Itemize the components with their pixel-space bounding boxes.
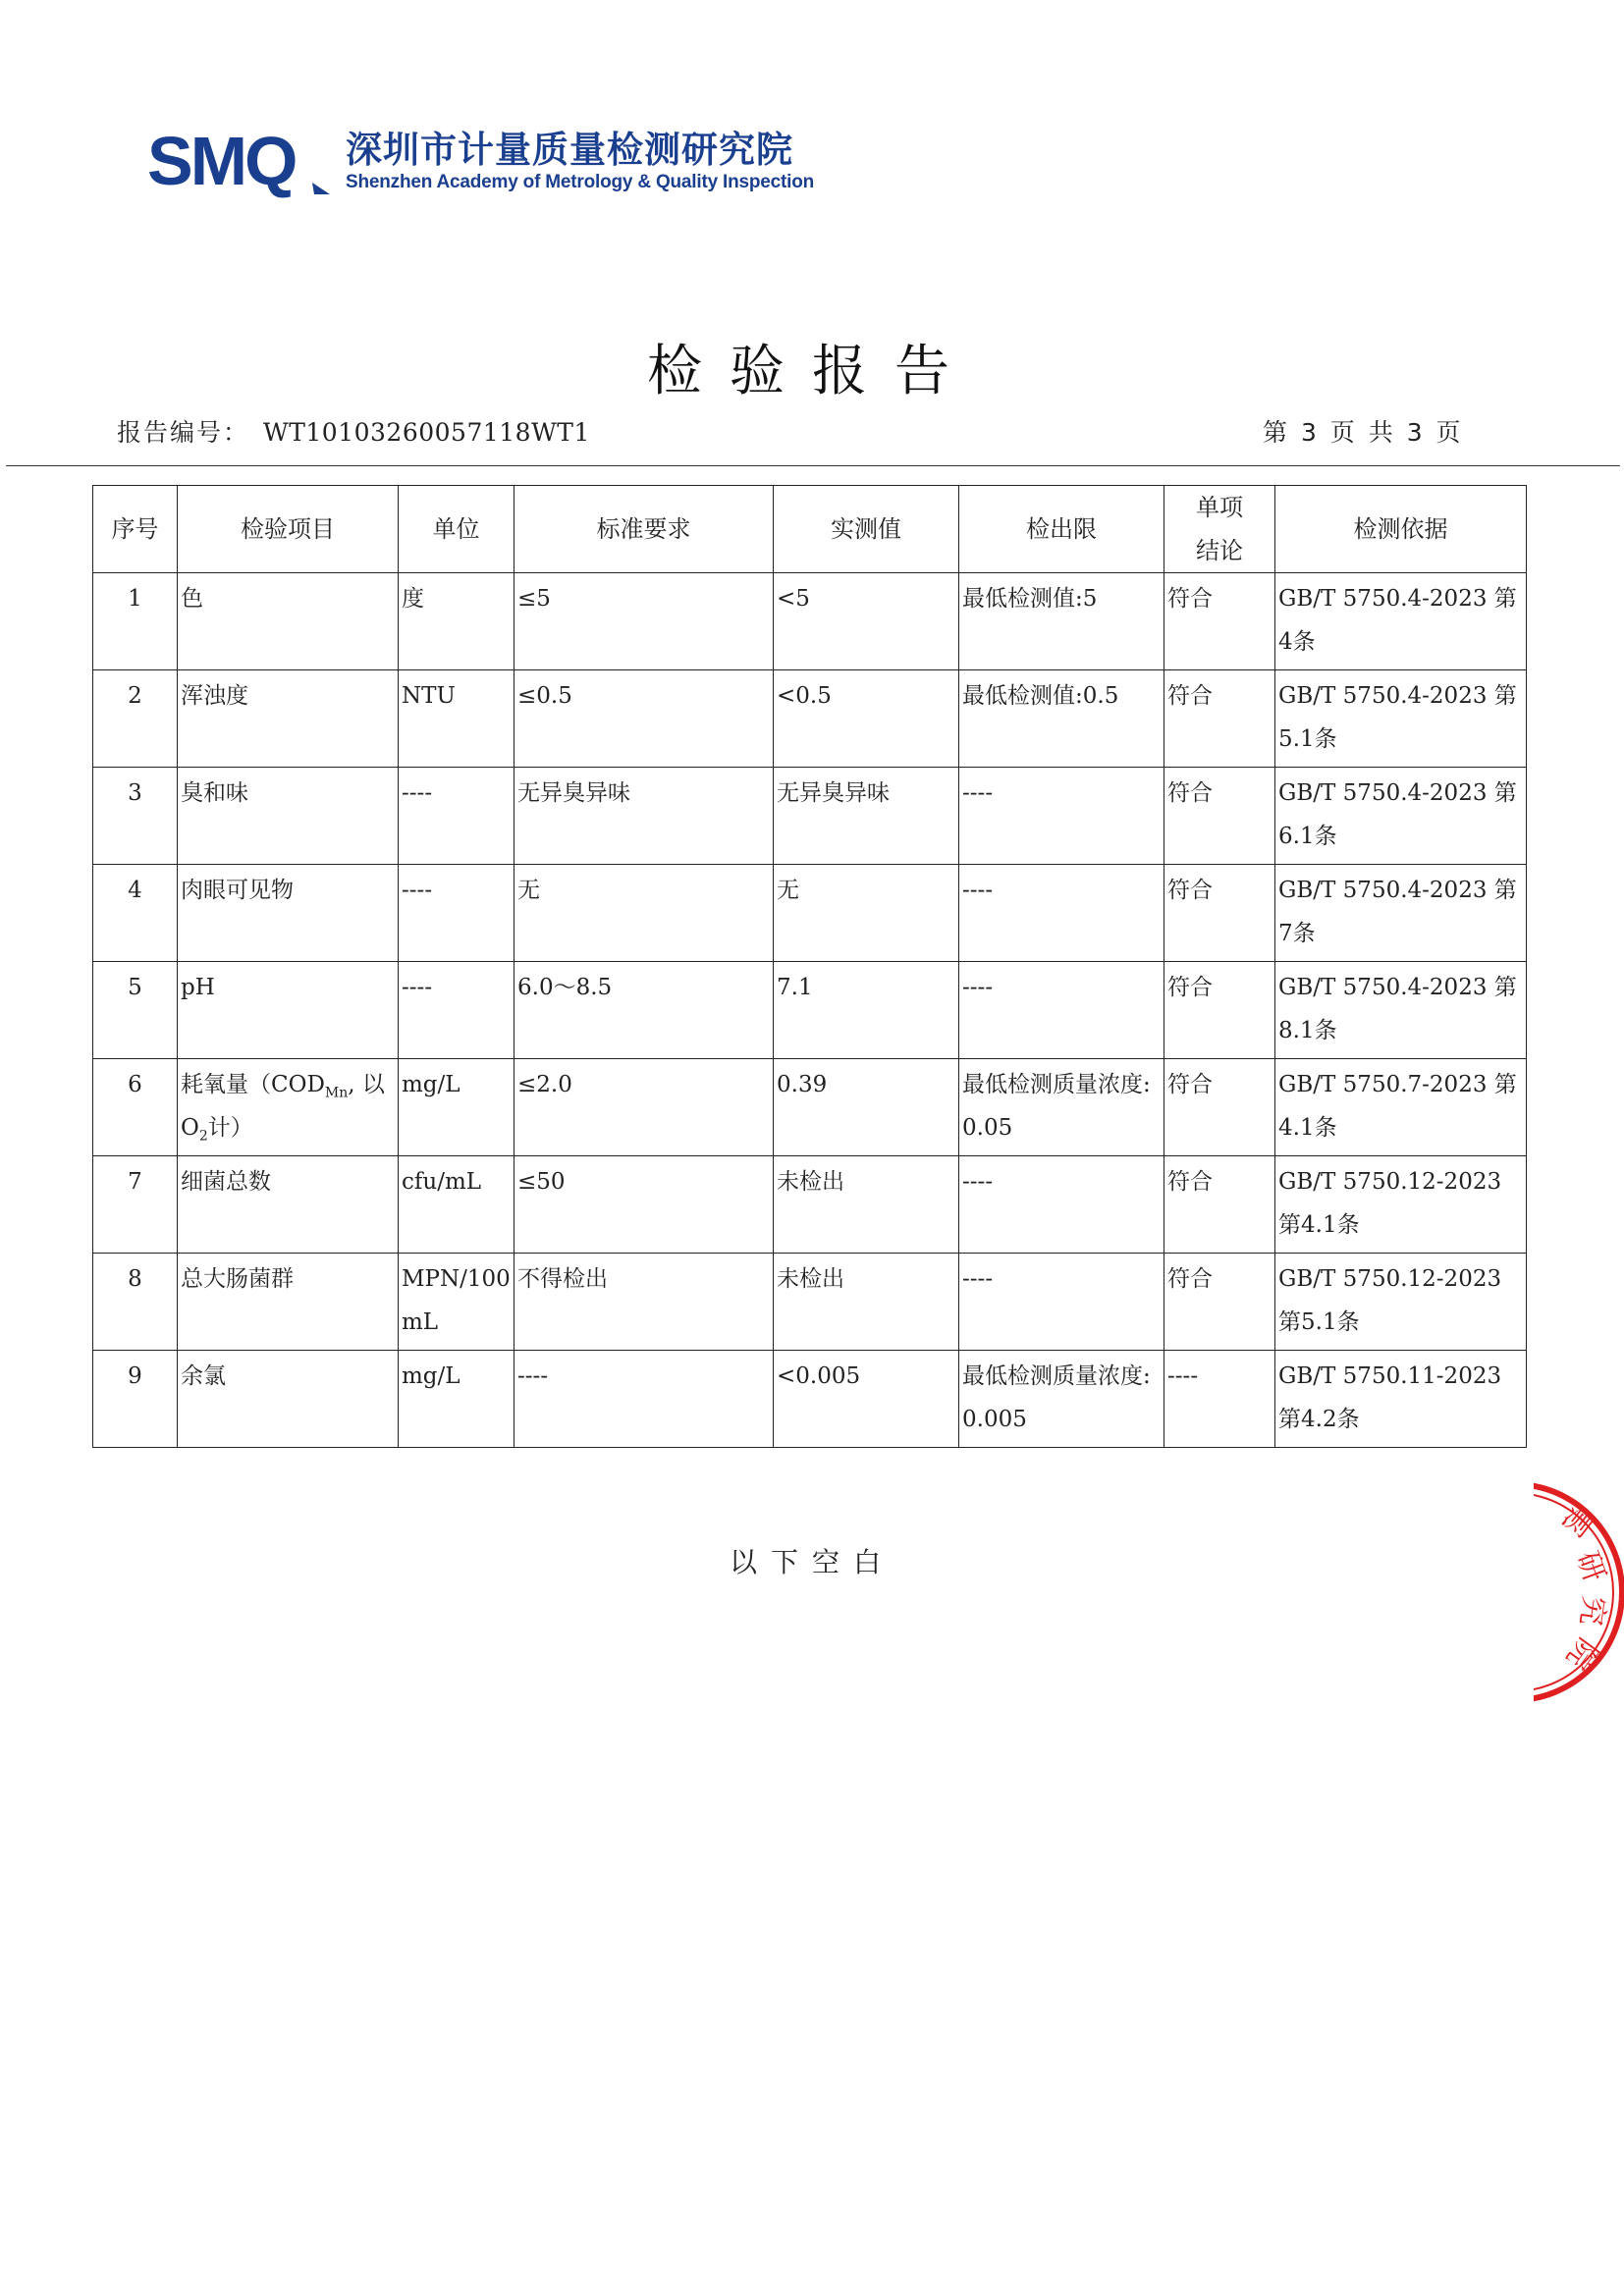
cell-no: 4 bbox=[93, 865, 178, 962]
cell-limit: ---- bbox=[959, 962, 1164, 1059]
table-header-row bbox=[93, 486, 1527, 573]
cell-conclusion: 符合 bbox=[1164, 1059, 1275, 1156]
table-row bbox=[93, 865, 1527, 962]
cell-conclusion: 符合 bbox=[1164, 962, 1275, 1059]
cell-item-prefix: 耗氧量（COD bbox=[181, 1072, 325, 1097]
cell-item: 细菌总数 bbox=[178, 1156, 399, 1254]
header-measured: 实测值 bbox=[774, 486, 959, 573]
cell-requirement: ≤50 bbox=[514, 1156, 774, 1254]
cell-item: 色 bbox=[178, 573, 399, 670]
header-limit: 检出限 bbox=[959, 486, 1164, 573]
cell-limit: 最低检测质量浓度:0.005 bbox=[959, 1351, 1164, 1448]
cell-basis: GB/T 5750.12-2023 第4.1条 bbox=[1275, 1156, 1527, 1254]
cell-basis: GB/T 5750.4-2023 第7条 bbox=[1275, 865, 1527, 962]
cell-basis: GB/T 5750.7-2023 第4.1条 bbox=[1275, 1059, 1527, 1156]
cell-basis: GB/T 5750.4-2023 第6.1条 bbox=[1275, 768, 1527, 865]
header-conclusion: 单项结论 bbox=[1164, 486, 1275, 573]
cell-item bbox=[178, 1059, 399, 1156]
cell-unit: mg/L bbox=[399, 1351, 514, 1448]
cell-no: 3 bbox=[93, 768, 178, 865]
cell-unit: 度 bbox=[399, 573, 514, 670]
table-row bbox=[93, 768, 1527, 865]
cell-measured: <5 bbox=[774, 573, 959, 670]
cell-conclusion: 符合 bbox=[1164, 1254, 1275, 1351]
cell-item: 浑浊度 bbox=[178, 670, 399, 768]
cell-requirement: ≤0.5 bbox=[514, 670, 774, 768]
table-row bbox=[93, 1059, 1527, 1156]
table-row bbox=[93, 573, 1527, 670]
cell-requirement: 无异臭异味 bbox=[514, 768, 774, 865]
cell-measured: 无异臭异味 bbox=[774, 768, 959, 865]
cell-basis: GB/T 5750.12-2023 第5.1条 bbox=[1275, 1254, 1527, 1351]
cell-conclusion: 符合 bbox=[1164, 670, 1275, 768]
cell-requirement: ≤2.0 bbox=[514, 1059, 774, 1156]
cell-item-suffix: 计） bbox=[207, 1115, 253, 1141]
header-unit: 单位 bbox=[399, 486, 514, 573]
header-no: 序号 bbox=[93, 486, 178, 573]
header-basis: 检测依据 bbox=[1275, 486, 1527, 573]
cell-no: 7 bbox=[93, 1156, 178, 1254]
logo-name-cn: 深圳市计量质量检测研究院 bbox=[346, 129, 793, 171]
cell-conclusion: ---- bbox=[1164, 1351, 1275, 1448]
cell-requirement: 不得检出 bbox=[514, 1254, 774, 1351]
cell-no: 5 bbox=[93, 962, 178, 1059]
cell-limit: 最低检测质量浓度:0.05 bbox=[959, 1059, 1164, 1156]
cell-unit: cfu/mL bbox=[399, 1156, 514, 1254]
cell-no: 8 bbox=[93, 1254, 178, 1351]
table-row bbox=[93, 670, 1527, 768]
cell-requirement: 6.0～8.5 bbox=[514, 962, 774, 1059]
cell-no: 6 bbox=[93, 1059, 178, 1156]
cell-conclusion: 符合 bbox=[1164, 768, 1275, 865]
header-item: 检验项目 bbox=[178, 486, 399, 573]
smq-logo-icon bbox=[147, 124, 334, 198]
cell-conclusion: 符合 bbox=[1164, 1156, 1275, 1254]
svg-text:院: 院 bbox=[1559, 1631, 1604, 1676]
cell-item-sub-mn: Mn bbox=[324, 1085, 349, 1101]
cell-item: 余氯 bbox=[178, 1351, 399, 1448]
logo-name-en: Shenzhen Academy of Metrology & Quality Inspection bbox=[346, 172, 815, 192]
cell-unit: MPN/100mL bbox=[399, 1254, 514, 1351]
cell-measured: <0.5 bbox=[774, 670, 959, 768]
table-row bbox=[93, 1156, 1527, 1254]
official-seal-icon bbox=[1534, 1445, 1624, 1739]
cell-unit: ---- bbox=[399, 768, 514, 865]
cell-basis: GB/T 5750.11-2023 第4.2条 bbox=[1275, 1351, 1527, 1448]
table-row bbox=[93, 1254, 1527, 1351]
cell-limit: ---- bbox=[959, 865, 1164, 962]
cell-unit: ---- bbox=[399, 865, 514, 962]
header-divider bbox=[6, 465, 1620, 466]
cell-no: 2 bbox=[93, 670, 178, 768]
cell-limit: 最低检测值:0.5 bbox=[959, 670, 1164, 768]
cell-measured: 0.39 bbox=[774, 1059, 959, 1156]
cell-conclusion: 符合 bbox=[1164, 865, 1275, 962]
report-number-label: 报告编号： bbox=[117, 418, 250, 447]
svg-text:测: 测 bbox=[1555, 1499, 1600, 1545]
end-of-content-note: 以下空白 bbox=[729, 1546, 894, 1578]
cell-measured: 未检出 bbox=[774, 1156, 959, 1254]
table-row bbox=[93, 1351, 1527, 1448]
cell-item: pH bbox=[178, 962, 399, 1059]
institute-logo bbox=[147, 124, 814, 198]
header-requirement: 标准要求 bbox=[514, 486, 774, 573]
cell-measured: <0.005 bbox=[774, 1351, 959, 1448]
cell-limit: ---- bbox=[959, 1156, 1164, 1254]
report-number bbox=[117, 416, 590, 450]
cell-basis: GB/T 5750.4-2023 第4条 bbox=[1275, 573, 1527, 670]
cell-conclusion: 符合 bbox=[1164, 573, 1275, 670]
cell-measured: 未检出 bbox=[774, 1254, 959, 1351]
cell-limit: ---- bbox=[959, 1254, 1164, 1351]
cell-basis: GB/T 5750.4-2023 第8.1条 bbox=[1275, 962, 1527, 1059]
page-indicator: 第 3 页 共 3 页 bbox=[1263, 418, 1464, 447]
cell-requirement: ---- bbox=[514, 1351, 774, 1448]
logo-mark-text: SMQ bbox=[147, 124, 296, 198]
cell-measured: 7.1 bbox=[774, 962, 959, 1059]
cell-limit: 最低检测值:5 bbox=[959, 573, 1164, 670]
cell-requirement: 无 bbox=[514, 865, 774, 962]
cell-unit: ---- bbox=[399, 962, 514, 1059]
cell-requirement: ≤5 bbox=[514, 573, 774, 670]
cell-unit: NTU bbox=[399, 670, 514, 768]
svg-text:研: 研 bbox=[1569, 1547, 1612, 1587]
cell-measured: 无 bbox=[774, 865, 959, 962]
report-title: 检验报告 bbox=[647, 340, 977, 403]
cell-item: 臭和味 bbox=[178, 768, 399, 865]
cell-no: 1 bbox=[93, 573, 178, 670]
svg-text:究: 究 bbox=[1572, 1593, 1611, 1629]
cell-no: 9 bbox=[93, 1351, 178, 1448]
report-number-value: WT10103260057118WT1 bbox=[263, 418, 590, 447]
table-row bbox=[93, 962, 1527, 1059]
cell-limit: ---- bbox=[959, 768, 1164, 865]
results-table bbox=[92, 485, 1527, 1448]
cell-item: 肉眼可见物 bbox=[178, 865, 399, 962]
cell-item-mid: , 以O bbox=[181, 1072, 385, 1141]
cell-item: 总大肠菌群 bbox=[178, 1254, 399, 1351]
cell-basis: GB/T 5750.4-2023 第5.1条 bbox=[1275, 670, 1527, 768]
cell-unit: mg/L bbox=[399, 1059, 514, 1156]
cell-item-sub-2: 2 bbox=[198, 1128, 208, 1145]
